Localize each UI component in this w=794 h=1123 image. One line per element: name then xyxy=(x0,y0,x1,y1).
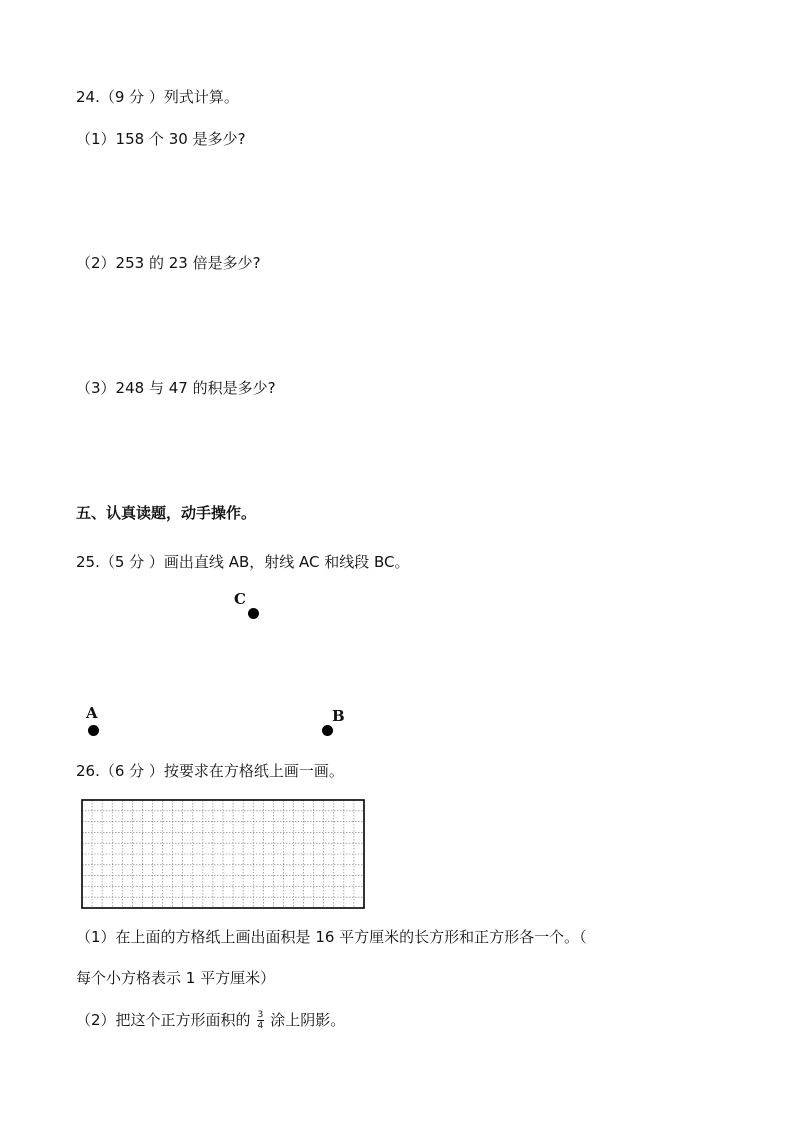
point-a-label: A xyxy=(86,704,98,722)
q24-item-1: （1）158 个 30 是多少? xyxy=(76,130,246,148)
q25-title: 25.（5 分 ）画出直线 AB，射线 AC 和线段 BC。 xyxy=(76,553,410,571)
grid-paper-svg[interactable] xyxy=(81,799,365,909)
q24-item-2: （2）253 的 23 倍是多少? xyxy=(76,254,261,272)
point-a-dot xyxy=(88,725,99,736)
q26-item-1-line-1: （1）在上面的方格纸上画出面积是 16 平方厘米的长方形和正方形各一个。（ xyxy=(76,928,587,946)
q26-item-1-line-2: 每个小方格表示 1 平方厘米） xyxy=(76,969,276,987)
fraction-numerator: 3 xyxy=(257,1010,264,1020)
q24-item-3: （3）248 与 47 的积是多少? xyxy=(76,379,276,397)
q26-item-2 xyxy=(76,1010,345,1031)
point-b-dot xyxy=(322,725,333,736)
q26-title: 26.（6 分 ）按要求在方格纸上画一画。 xyxy=(76,762,344,780)
q26-item-2-text-before: （2）把这个正方形面积的 xyxy=(76,1011,251,1029)
q26-item-2-text-after: 涂上阴影。 xyxy=(270,1011,346,1029)
point-b-label: B xyxy=(332,707,345,725)
point-c-label: C xyxy=(234,590,246,608)
section-5-heading: 五、认真读题，动手操作。 xyxy=(76,504,257,522)
fraction-three-quarters xyxy=(257,1010,265,1031)
q24-title: 24.（9 分 ）列式计算。 xyxy=(76,88,239,106)
fraction-denominator: 4 xyxy=(257,1021,264,1031)
grid-paper[interactable] xyxy=(81,799,365,913)
point-c-dot xyxy=(248,608,259,619)
